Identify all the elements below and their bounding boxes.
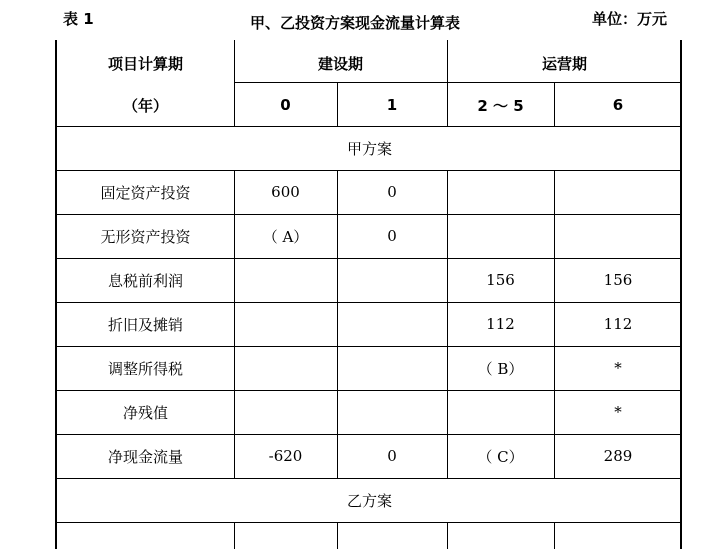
row-cell: 156: [486, 271, 515, 289]
cash-flow-table: [55, 40, 682, 549]
row-cell: [554, 214, 682, 258]
item-label: 项目计算期: [107, 54, 183, 73]
rule: [337, 522, 338, 549]
row-cell: *: [614, 403, 622, 421]
row-cell: [447, 170, 554, 214]
row-cell: [234, 302, 337, 346]
row-cell: [234, 390, 337, 434]
row-cell: 112: [486, 315, 515, 333]
plan-a-label: 甲方案: [346, 139, 392, 158]
row-cell: [337, 346, 447, 390]
period-2-5: 2 ～ 5: [477, 96, 524, 115]
period-1: 1: [386, 96, 398, 114]
operation-header: 运营期: [541, 54, 587, 73]
row-cell: 600: [271, 183, 300, 201]
rule: [234, 522, 235, 549]
rule: [447, 522, 448, 549]
row-cell: [337, 302, 447, 346]
row-cell: -620: [268, 447, 303, 465]
row-cell: [447, 214, 554, 258]
row-label: 净残值: [122, 403, 168, 422]
row-label: 折旧及摊销: [107, 315, 183, 334]
row-cell: [234, 346, 337, 390]
row-cell: 0: [387, 447, 397, 465]
item-unit: （年）: [122, 96, 168, 115]
row-cell: [447, 390, 554, 434]
row-cell: 0: [387, 183, 397, 201]
row-cell: 156: [603, 271, 633, 289]
period-0: 0: [280, 96, 291, 114]
plan-b-label: 乙方案: [346, 491, 392, 510]
row-cell: [337, 258, 447, 302]
unit-label: 单位：万元: [592, 10, 668, 28]
row-label: 调整所得税: [107, 359, 183, 378]
row-cell: （ A）: [262, 227, 309, 246]
construction-header: 建设期: [317, 54, 363, 73]
row-cell: [337, 390, 447, 434]
row-cell: [554, 170, 682, 214]
row-label: 固定资产投资: [100, 183, 191, 202]
rule: [57, 522, 680, 523]
row-label: 息税前利润: [107, 271, 183, 290]
row-cell: 0: [387, 227, 397, 245]
rule: [554, 522, 555, 549]
row-cell: *: [614, 359, 622, 377]
row-cell: 289: [603, 447, 633, 465]
row-label: 净现金流量: [107, 447, 183, 466]
row-label: 无形资产投资: [100, 227, 191, 246]
row-cell: 112: [603, 315, 633, 333]
table-title: 甲、乙投资方案现金流量计算表: [250, 14, 461, 32]
row-cell: （ B）: [477, 359, 524, 378]
row-cell: [234, 258, 337, 302]
row-cell: （ C）: [477, 447, 524, 466]
table-number: 表 1: [63, 10, 94, 28]
period-6: 6: [612, 96, 624, 114]
